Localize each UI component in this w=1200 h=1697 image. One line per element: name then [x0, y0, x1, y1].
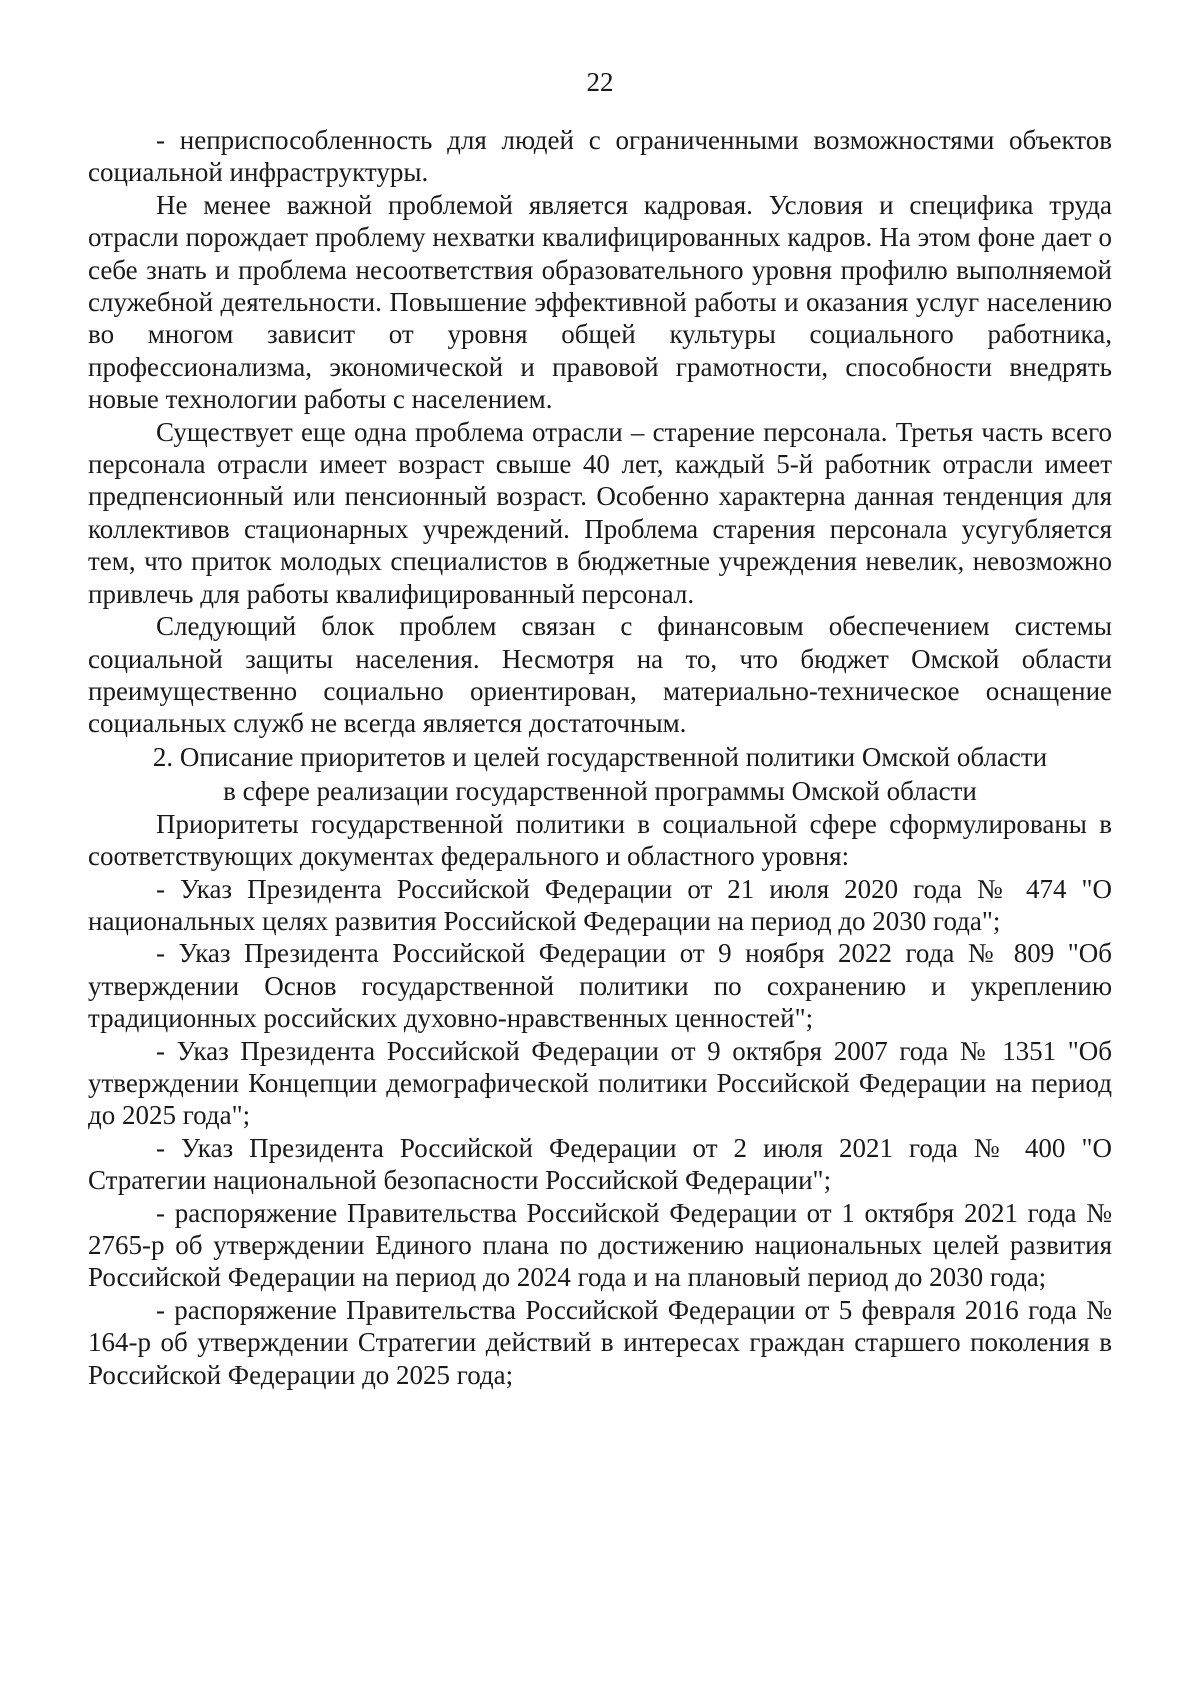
section-heading-line-1: 2. Описание приоритетов и целей государственной политики Омской области	[152, 741, 1048, 772]
document-body	[88, 124, 1112, 1391]
list-item: - Указ Президента Российской Федерации от 9 октября 2007 года № 1351 "Об утверждении Концепции демографической политики Российской Федерации на период до 2025 года";	[88, 1035, 1112, 1131]
paragraph: Приоритеты государственной политики в социальной сфере сформулированы в соответствующих документах федерального и областного уровня:	[88, 808, 1112, 872]
paragraph: Существует еще одна проблема отрасли – старение персонала. Третья часть всего персонала отрасли имеет возраст свыше 40 лет, каждый 5-й работник отрасли имеет предпенсионный или пенсионный возраст. Особенно характерна данная тенденция для коллективов стационарных учреждений. Проблема старения персонала усугубляется тем, что приток молодых специалистов в бюджетные учреждения невелик, невозможно привлечь для работы квалифицированный персонал.	[88, 416, 1112, 609]
list-item: - Указ Президента Российской Федерации от 21 июля 2020 года № 474 "О национальных целях развития Российской Федерации на период до 2030 года";	[88, 873, 1112, 936]
section-heading	[88, 740, 1112, 808]
paragraph: Следующий блок проблем связан с финансовым обеспечением системы социальной защиты населения. Несмотря на то, что бюджет Омской области преимущественно социально ориентирован, материально-техническое оснащение социальных служб не всегда является достаточным.	[88, 611, 1112, 739]
page-number: 22	[586, 67, 614, 97]
list-item: - распоряжение Правительства Российской Федерации от 5 февраля 2016 года № 164-р об утверждении Стратегии действий в интересах граждан старшего поколения в Российской Федерации до 2025 года;	[88, 1294, 1112, 1390]
paragraph: - неприспособленность для людей с ограниченными возможностями объектов социальной инфраструктуры.	[88, 125, 1112, 188]
section-heading-line-2: в сфере реализации государственной программы Омской области	[223, 775, 977, 806]
list-item: - распоряжение Правительства Российской Федерации от 1 октября 2021 года № 2765-р об утверждении Единого плана по достижению национальных целей развития Российской Федерации на период до 2024 года и на плановый период до 2030 года;	[88, 1197, 1112, 1293]
list-item: - Указ Президента Российской Федерации от 9 ноября 2022 года № 809 "Об утверждении Основ государственной политики по сохранению и укреплению традиционных российских духовно-нравственных ценностей";	[88, 938, 1112, 1034]
paragraph: Не менее важной проблемой является кадровая. Условия и специфика труда отрасли порождает проблему нехватки квалифицированных кадров. На этом фоне дает о себе знать и проблема несоответствия образовательного уровня профилю выполняемой служебной деятельности. Повышение эффективной работы и оказания услуг населению во многом зависит от уровня общей культуры социального работника, профессионализма, экономической и правовой грамотности, способности внедрять новые технологии работы с населением.	[88, 189, 1112, 415]
list-item: - Указ Президента Российской Федерации от 2 июля 2021 года № 400 "О Стратегии национальной безопасности Российской Федерации";	[88, 1132, 1112, 1196]
